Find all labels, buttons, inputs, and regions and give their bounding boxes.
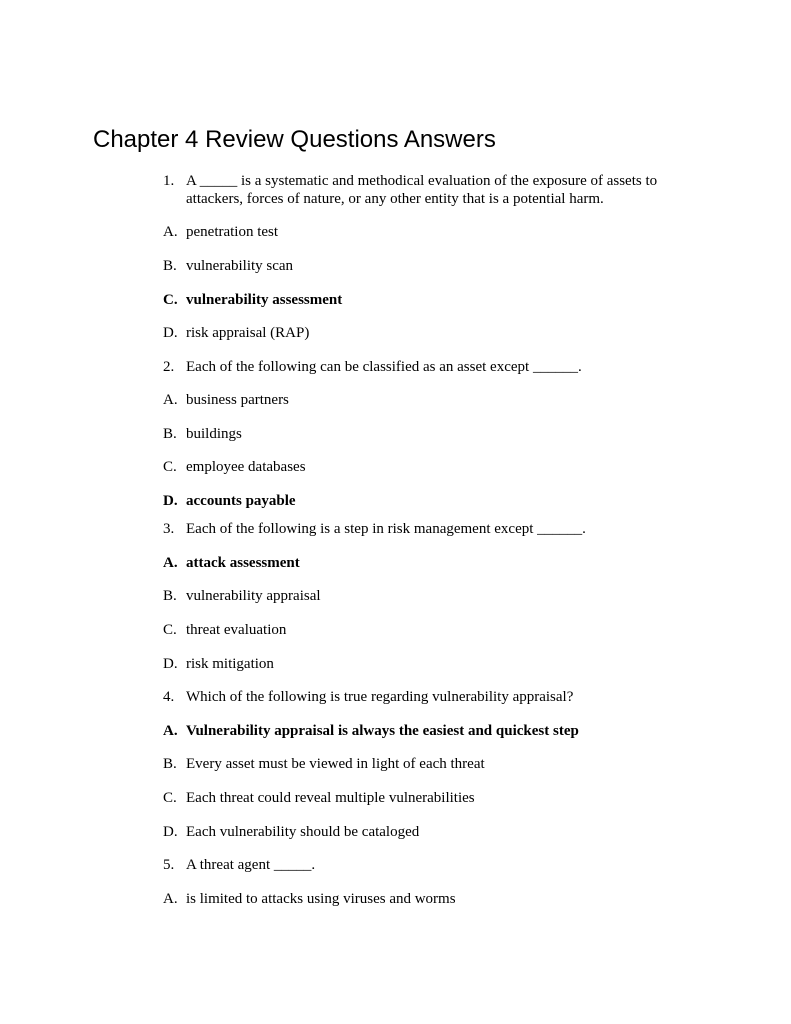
question-number: 2.: [163, 359, 175, 375]
option-text: Vulnerability appraisal is always the easiest and quickest step: [186, 723, 579, 739]
answer-option: [163, 823, 419, 841]
option-text: Each threat could reveal multiple vulnerabilities: [186, 790, 475, 806]
question-number: 1.: [163, 173, 175, 189]
option-label: B.: [163, 756, 177, 772]
option-text: threat evaluation: [186, 622, 287, 638]
correct-answer-option: [163, 492, 296, 510]
option-label: A.: [163, 392, 178, 408]
option-label: C.: [163, 790, 177, 806]
question-4: [163, 688, 573, 706]
option-label: A.: [163, 723, 178, 739]
option-label: C.: [163, 459, 177, 475]
answer-option: [163, 890, 456, 908]
answer-option: [163, 257, 293, 275]
option-text: business partners: [186, 392, 289, 408]
page-title: Chapter 4 Review Questions Answers: [93, 126, 496, 153]
correct-answer-option: [163, 722, 579, 740]
question-1: [163, 172, 657, 190]
option-label: D.: [163, 824, 178, 840]
answer-option: [163, 223, 278, 241]
option-text: Every asset must be viewed in light of each threat: [186, 756, 485, 772]
option-text: attack assessment: [186, 555, 300, 571]
question-text: A _____ is a systematic and methodical evaluation of the exposure of assets to: [186, 173, 658, 189]
option-text: vulnerability scan: [186, 258, 294, 274]
option-label: D.: [163, 325, 178, 341]
option-label: C.: [163, 622, 177, 638]
option-label: B.: [163, 588, 177, 604]
option-label: B.: [163, 426, 177, 442]
option-text: vulnerability appraisal: [186, 588, 321, 604]
question-number: 4.: [163, 689, 175, 705]
option-label: D.: [163, 493, 178, 509]
option-label: D.: [163, 656, 178, 672]
question-1-continuation: attackers, forces of nature, or any other entity that is a potential harm.: [186, 191, 604, 207]
option-text: buildings: [186, 426, 242, 442]
question-text: Each of the following is a step in risk management except ______.: [186, 521, 586, 537]
option-text: risk appraisal (RAP): [186, 325, 310, 341]
answer-option: [163, 587, 321, 605]
answer-option: [163, 458, 306, 476]
question-text: A threat agent _____.: [186, 857, 316, 873]
question-2: [163, 358, 582, 376]
correct-answer-option: [163, 554, 300, 572]
option-text: employee databases: [186, 459, 306, 475]
question-3: [163, 520, 586, 538]
answer-option: [163, 391, 289, 409]
answer-option: [163, 789, 475, 807]
answer-option: [163, 621, 286, 639]
correct-answer-option: [163, 291, 342, 309]
question-number: 3.: [163, 521, 175, 537]
question-text: Each of the following can be classified as an asset except ______.: [186, 359, 582, 375]
option-label: B.: [163, 258, 177, 274]
answer-option: [163, 324, 309, 342]
option-text: risk mitigation: [186, 656, 274, 672]
option-text: is limited to attacks using viruses and worms: [186, 891, 456, 907]
answer-option: [163, 755, 485, 773]
option-label: C.: [163, 292, 178, 308]
option-label: A.: [163, 891, 178, 907]
option-text: accounts payable: [186, 493, 296, 509]
option-label: A.: [163, 224, 178, 240]
question-text: Which of the following is true regarding vulnerability appraisal?: [186, 689, 574, 705]
question-number: 5.: [163, 857, 175, 873]
question-5: [163, 856, 315, 874]
answer-option: [163, 425, 242, 443]
option-text: vulnerability assessment: [186, 292, 343, 308]
option-text: Each vulnerability should be cataloged: [186, 824, 420, 840]
answer-option: [163, 655, 274, 673]
option-text: penetration test: [186, 224, 279, 240]
option-label: A.: [163, 555, 178, 571]
